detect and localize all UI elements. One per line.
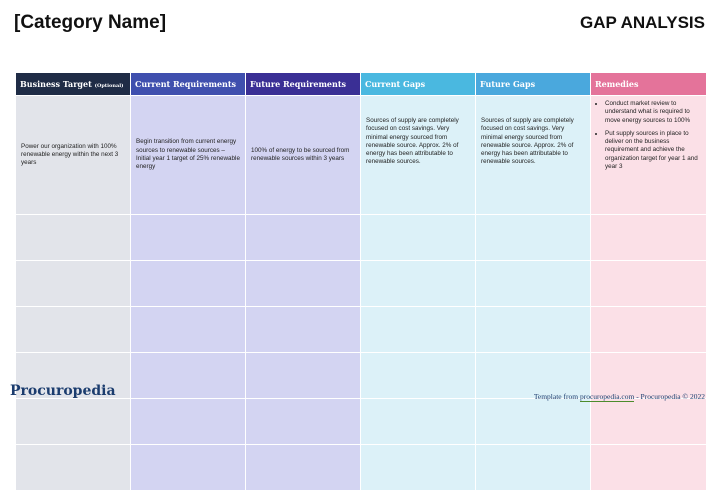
procuropedia-logo: Procuropedia <box>10 383 116 399</box>
header-label: Business Target <box>20 79 92 89</box>
cell-current-requirements: Begin transition from current energy sources to renewable sources – Initial year 1 target of 25% renewable energy <box>131 96 246 215</box>
header-optional-note: (Optional) <box>94 83 124 89</box>
remedies-list <box>596 100 701 171</box>
empty-row <box>16 261 707 307</box>
header-row <box>16 73 707 96</box>
table-row <box>16 96 707 215</box>
cell-business-target: Power our organization with 100% renewable energy within the next 3 years <box>16 96 131 215</box>
remedy-item: • Conduct market review to understand what is required to move energy sources to 100% <box>605 100 701 125</box>
empty-row <box>16 215 707 261</box>
footer-link[interactable]: procuropedia.com <box>579 392 635 401</box>
footer-suffix: - Procuropedia © 2022 <box>634 392 705 401</box>
header-remedies: Remedies <box>591 73 707 96</box>
gap-analysis-table <box>15 72 707 491</box>
header-current-requirements: Current Requirements <box>131 73 246 96</box>
footer-prefix: Template from <box>533 392 580 401</box>
cell-future-requirements: 100% of energy to be sourced from renewable sources within 3 years <box>246 96 361 215</box>
cell-current-gaps: Sources of supply are completely focused on cost savings. Very minimal energy sourced from renewable source. Approx. 2% of energy has been attributable to renewable sources. <box>361 96 476 215</box>
header-future-gaps: Future Gaps <box>476 73 591 96</box>
cell-future-gaps: Sources of supply are completely focused on cost savings. Very minimal energy sourced from renewable source. Approx. 2% of energy has been attributable to renewable sources. <box>476 96 591 215</box>
header-current-gaps: Current Gaps <box>361 73 476 96</box>
empty-row <box>16 307 707 353</box>
page-title: GAP ANALYSIS <box>579 13 705 32</box>
empty-row <box>16 445 707 491</box>
cell-remedies <box>591 96 707 215</box>
remedy-item: • Put supply sources in place to deliver on the business requirement and achieve the organization target for year 1 and year 3 <box>605 130 701 171</box>
empty-row <box>16 399 707 445</box>
header-future-requirements: Future Requirements <box>246 73 361 96</box>
category-title: [Category Name] <box>14 12 167 33</box>
header-business-target <box>16 73 131 96</box>
footer-credit <box>534 392 705 401</box>
